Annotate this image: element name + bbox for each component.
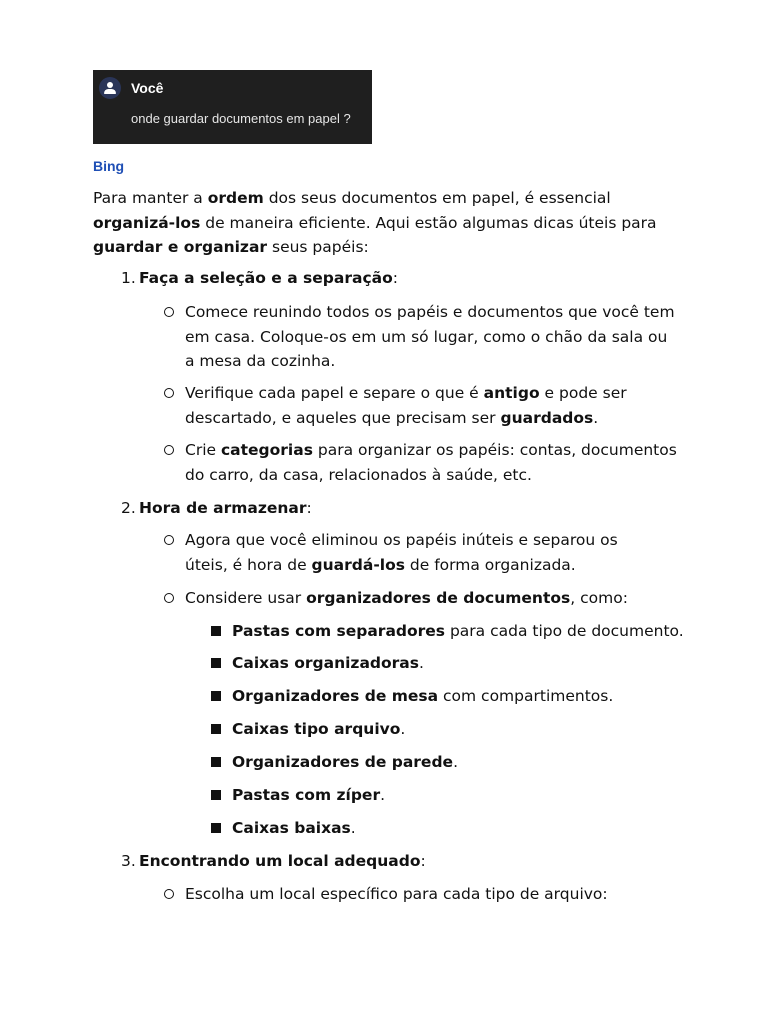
- square-bullet-icon: [211, 658, 221, 668]
- user-avatar-icon: [99, 77, 121, 99]
- section-number: 3.: [121, 852, 136, 870]
- list-item: Organizadores de parede.: [232, 753, 458, 771]
- circle-bullet-icon: [164, 593, 174, 603]
- section-title: Encontrando um local adequado:: [139, 852, 426, 870]
- list-item: Considere usar organizadores de documentos, como:: [185, 589, 628, 607]
- section-number: 1.: [121, 269, 136, 287]
- circle-bullet-icon: [164, 535, 174, 545]
- circle-bullet-icon: [164, 889, 174, 899]
- list-item: Escolha um local específico para cada tipo de arquivo:: [185, 885, 608, 903]
- circle-bullet-icon: [164, 307, 174, 317]
- list-item: Caixas organizadoras.: [232, 654, 424, 672]
- list-item: Pastas com separadores para cada tipo de documento.: [232, 622, 684, 640]
- circle-bullet-icon: [164, 445, 174, 455]
- chat-user-name: Você: [131, 80, 164, 96]
- list-item: Verifique cada papel e separe o que é antigo e pode ser descartado, e aqueles que precisam ser guardados.: [185, 384, 627, 427]
- intro-paragraph: Para manter a ordem dos seus documentos em papel, é essencial organizá-los de maneira eficiente. Aqui estão algumas dicas úteis para guardar e organizar seus papéis:: [93, 189, 657, 256]
- response-source-label: Bing: [93, 158, 125, 174]
- section-title: Faça a seleção e a separação:: [139, 269, 398, 287]
- square-bullet-icon: [211, 790, 221, 800]
- square-bullet-icon: [211, 757, 221, 767]
- circle-bullet-icon: [164, 388, 174, 398]
- section-title: Hora de armazenar:: [139, 499, 312, 517]
- list-item: Agora que você eliminou os papéis inúteis e separou os úteis, é hora de guardá-los de forma organizada.: [185, 531, 618, 574]
- chat-message-box: [93, 70, 372, 144]
- chat-query-text: onde guardar documentos em papel ?: [131, 111, 351, 126]
- square-bullet-icon: [211, 724, 221, 734]
- list-item: Crie categorias para organizar os papéis: contas, documentos do carro, da casa, relacionados à saúde, etc.: [185, 441, 677, 484]
- list-item: Organizadores de mesa com compartimentos.: [232, 687, 614, 705]
- section-number: 2.: [121, 499, 136, 517]
- list-item: Pastas com zíper.: [232, 786, 386, 804]
- square-bullet-icon: [211, 823, 221, 833]
- list-item: Caixas tipo arquivo.: [232, 720, 406, 738]
- list-item: Comece reunindo todos os papéis e documentos que você tem em casa. Coloque-os em um só lugar, como o chão da sala ou a mesa da cozinha.: [185, 303, 675, 370]
- square-bullet-icon: [211, 691, 221, 701]
- list-item: Caixas baixas.: [232, 819, 356, 837]
- square-bullet-icon: [211, 626, 221, 636]
